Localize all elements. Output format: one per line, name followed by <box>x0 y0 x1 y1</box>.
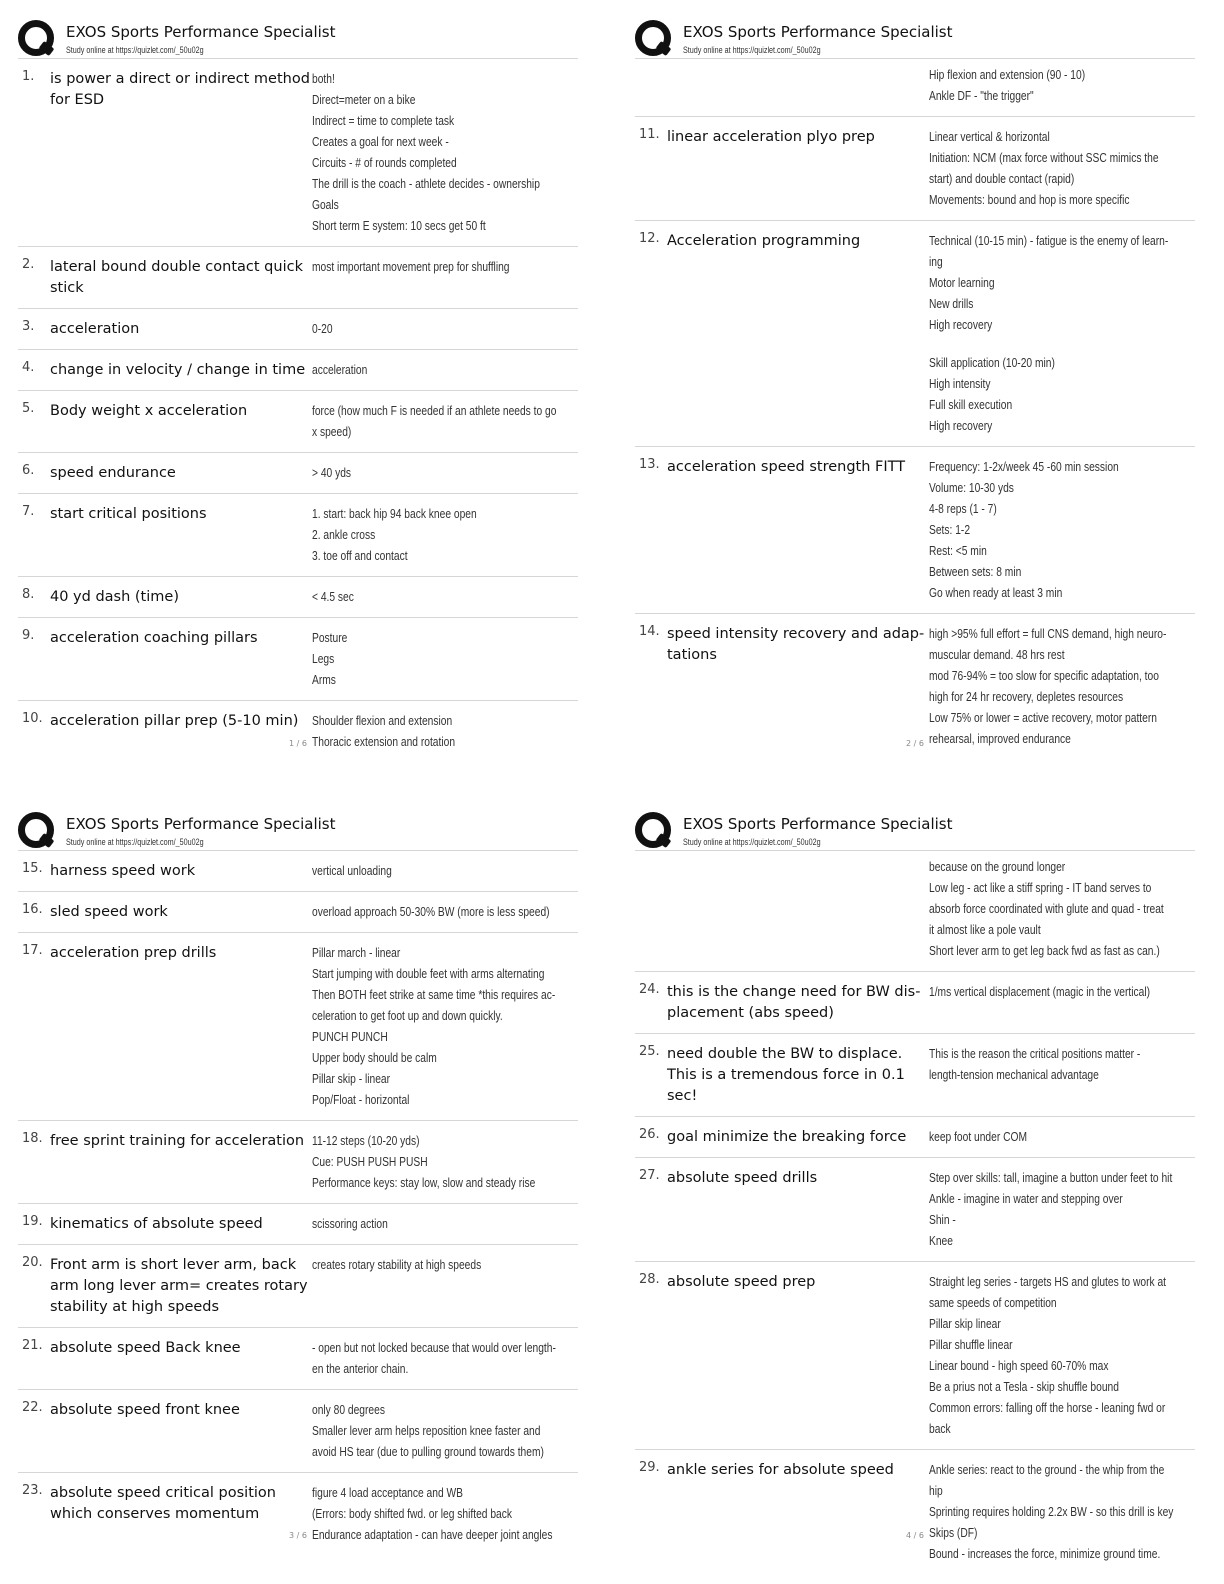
term-line: absolute speed Back knee <box>50 1340 241 1356</box>
definition-line: Linear bound - high speed 60-70% max <box>929 1359 1109 1373</box>
definition-line: > 40 yds <box>312 466 352 480</box>
card-number: 26. <box>639 1127 660 1142</box>
card-number: 12. <box>639 231 660 246</box>
term-line: acceleration pillar prep (5-10 min) <box>50 713 299 729</box>
term-line: stability at high speeds <box>50 1299 220 1315</box>
card-number: 3. <box>22 319 35 334</box>
card-number: 1. <box>22 69 35 84</box>
definition-line: Bound - increases the force, minimize ground time. <box>929 1547 1161 1561</box>
card-number: 9. <box>22 628 35 643</box>
term-line: placement (abs speed) <box>667 1005 834 1021</box>
flashcard-row <box>18 577 578 618</box>
definition <box>929 982 1194 1003</box>
definition-line: hip <box>929 1484 943 1498</box>
definition-line: High intensity <box>929 377 991 391</box>
definition-line: ing <box>929 255 943 269</box>
term-line: absolute speed drills <box>667 1170 818 1186</box>
flashcard-row <box>18 247 578 309</box>
definition-line: rehearsal, improved endurance <box>929 732 1071 746</box>
definition-line: Volume: 10-30 yds <box>929 481 1014 495</box>
card-number: 4. <box>22 360 35 375</box>
term-line: acceleration prep drills <box>50 945 217 961</box>
definition <box>312 1214 577 1235</box>
definition-line: Endurance adaptation - can have deeper joint angles <box>312 1528 553 1542</box>
definition <box>929 1272 1194 1440</box>
definition-line: Cue: PUSH PUSH PUSH <box>312 1155 428 1169</box>
definition-line: Skill application (10-20 min) <box>929 356 1055 370</box>
definition-line: Pillar march - linear <box>312 946 401 960</box>
term-line: acceleration <box>50 321 140 337</box>
term-line: harness speed work <box>50 863 196 879</box>
flashcard-row <box>18 1328 578 1390</box>
definition-line: keep foot under COM <box>929 1130 1028 1144</box>
page-number: 2 / 6 <box>906 739 924 748</box>
term-line: arm long lever arm= creates rotary <box>50 1278 308 1294</box>
term <box>667 231 929 252</box>
set-url[interactable]: Study online at https://quizlet.com/_50u02g <box>66 837 204 847</box>
flashcard-row <box>18 59 578 247</box>
term <box>667 1460 929 1481</box>
term-line: for ESD <box>50 92 105 108</box>
definition-line: Straight leg series - targets HS and glutes to work at <box>929 1275 1167 1289</box>
definition-line: (Errors: body shifted fwd. or leg shifted back <box>312 1507 512 1521</box>
definition-line: Circuits - # of rounds completed <box>312 156 457 170</box>
set-title: EXOS Sports Performance Specialist <box>66 23 336 41</box>
definition-line: force (how much F is needed if an athlete needs to go <box>312 404 557 418</box>
definition-line: high for 24 hr recovery, depletes resources <box>929 690 1124 704</box>
set-url[interactable]: Study online at https://quizlet.com/_50u02g <box>683 45 821 55</box>
definition <box>929 1460 1194 1565</box>
page-number: 1 / 6 <box>289 739 307 748</box>
term-line: absolute speed critical position <box>50 1485 276 1501</box>
card-number: 6. <box>22 463 35 478</box>
term <box>50 1338 312 1359</box>
definition-line: figure 4 load acceptance and WB <box>312 1486 464 1500</box>
definition-line: celeration to get foot up and down quickly. <box>312 1009 503 1023</box>
set-url[interactable]: Study online at https://quizlet.com/_50u02g <box>683 837 821 847</box>
term-line: free sprint training for acceleration <box>50 1133 305 1149</box>
definition-line: Frequency: 1-2x/week 45 -60 min session <box>929 460 1119 474</box>
definition-line: overload approach 50-30% BW (more is less speed) <box>312 905 550 919</box>
page-header <box>18 806 580 850</box>
term <box>50 902 312 923</box>
flashcard-row <box>18 391 578 453</box>
card-number: 14. <box>639 624 660 639</box>
definition-line: Ankle - imagine in water and stepping over <box>929 1192 1123 1206</box>
card-number: 11. <box>639 127 660 142</box>
flashcard-row <box>18 1121 578 1204</box>
definition-line: Start jumping with double feet with arms alternating <box>312 967 545 981</box>
flashcard-row <box>635 614 1195 759</box>
flashcard-row <box>18 1204 578 1245</box>
definition-line: Pillar skip - linear <box>312 1072 391 1086</box>
definition-line: x speed) <box>312 425 352 439</box>
flashcard-row <box>18 701 578 762</box>
flashcard-row <box>18 1473 578 1555</box>
definition-line: 1/ms vertical displacement (magic in the vertical) <box>929 985 1151 999</box>
definition <box>929 857 1194 962</box>
definition-line: muscular demand. 48 hrs rest <box>929 648 1065 662</box>
term-line: tations <box>667 647 717 663</box>
definition-line: Sets: 1-2 <box>929 523 971 537</box>
definition-line: Pillar skip linear <box>929 1317 1001 1331</box>
definition-line: scissoring action <box>312 1217 388 1231</box>
term <box>50 360 312 381</box>
definition-line <box>929 336 1146 353</box>
continued-definition <box>635 59 1195 117</box>
term-line: acceleration coaching pillars <box>50 630 258 646</box>
card-number: 23. <box>22 1483 43 1498</box>
definition-line: Posture <box>312 631 348 645</box>
term-line: lateral bound double contact quick <box>50 259 303 275</box>
definition-line: start) and double contact (rapid) <box>929 172 1075 186</box>
term-line: acceleration speed strength FITT <box>667 459 906 475</box>
flashcard-row <box>635 1158 1195 1262</box>
definition <box>312 504 577 567</box>
page-number: 3 / 6 <box>289 1531 307 1540</box>
flashcard-row <box>635 1117 1195 1158</box>
definition-line: Goals <box>312 198 339 212</box>
definition <box>312 463 577 484</box>
definition-line: Performance keys: stay low, slow and steady rise <box>312 1176 536 1190</box>
term-line: speed intensity recovery and adap- <box>667 626 925 642</box>
term <box>667 1168 929 1189</box>
definition-line: Low 75% or lower = active recovery, motor pattern <box>929 711 1157 725</box>
definition-line: Step over skills: tall, imagine a button under feet to hit <box>929 1171 1173 1185</box>
definition-line: Low leg - act like a stiff spring - IT band serves to <box>929 881 1152 895</box>
definition-line: Upper body should be calm <box>312 1051 437 1065</box>
page-1 <box>18 14 580 789</box>
definition <box>312 319 577 340</box>
definition <box>929 1127 1194 1148</box>
definition-line: only 80 degrees <box>312 1403 385 1417</box>
quizlet-logo-icon <box>635 812 671 848</box>
definition-line: both! <box>312 72 335 86</box>
definition <box>312 861 577 882</box>
term-line: absolute speed front knee <box>50 1402 240 1418</box>
card-number: 13. <box>639 457 660 472</box>
term-line: this is the change need for BW dis- <box>667 984 921 1000</box>
card-number: 21. <box>22 1338 43 1353</box>
definition-line: Technical (10-15 min) - fatigue is the enemy of learn- <box>929 234 1169 248</box>
definition <box>312 401 577 443</box>
definition-line: Then BOTH feet strike at same time *this requires ac- <box>312 988 556 1002</box>
term <box>50 69 312 111</box>
term-line: Acceleration programming <box>667 233 861 249</box>
definition-line: 4-8 reps (1 - 7) <box>929 502 997 516</box>
definition <box>929 1044 1194 1086</box>
definition <box>312 943 577 1111</box>
card-number: 8. <box>22 587 35 602</box>
term <box>50 861 312 882</box>
definition <box>312 69 577 237</box>
definition <box>312 360 577 381</box>
flashcard-row <box>635 117 1195 221</box>
definition-line: it almost like a pole vault <box>929 923 1041 937</box>
page-header <box>18 14 580 58</box>
term <box>50 1214 312 1235</box>
set-title: EXOS Sports Performance Specialist <box>683 815 953 833</box>
definition <box>312 1338 577 1380</box>
card-number: 25. <box>639 1044 660 1059</box>
flashcard-row <box>635 447 1195 614</box>
definition <box>929 457 1194 604</box>
flashcard-row <box>18 933 578 1121</box>
definition-line: Arms <box>312 673 336 687</box>
definition <box>929 127 1194 211</box>
definition <box>312 902 577 923</box>
definition-line: en the anterior chain. <box>312 1362 409 1376</box>
card-number: 19. <box>22 1214 43 1229</box>
definition <box>929 624 1194 750</box>
card-number: 29. <box>639 1460 660 1475</box>
flashcard-row <box>18 618 578 701</box>
term <box>667 1272 929 1293</box>
term-line: start critical positions <box>50 506 207 522</box>
definition-line: high >95% full effort = full CNS demand, high neuro- <box>929 627 1167 641</box>
definition-line: The drill is the coach - athlete decides - ownership <box>312 177 540 191</box>
card-number: 10. <box>22 711 43 726</box>
card-number: 24. <box>639 982 660 997</box>
card-number: 18. <box>22 1131 43 1146</box>
definition-line: absorb force coordinated with glute and quad - treat <box>929 902 1164 916</box>
definition-line: most important movement prep for shuffling <box>312 260 510 274</box>
definition <box>312 1400 577 1463</box>
term <box>667 1044 929 1107</box>
definition-line: Between sets: 8 min <box>929 565 1022 579</box>
definition-line: High recovery <box>929 318 993 332</box>
term-line: stick <box>50 280 84 296</box>
term-line: 40 yd dash (time) <box>50 589 179 605</box>
definition-line: Motor learning <box>929 276 995 290</box>
definition <box>312 1131 577 1194</box>
term <box>50 628 312 649</box>
definition-line: Indirect = time to complete task <box>312 114 455 128</box>
card-number: 15. <box>22 861 43 876</box>
card-number: 27. <box>639 1168 660 1183</box>
definition-line: 2. ankle cross <box>312 528 376 542</box>
definition-line: < 4.5 sec <box>312 590 354 604</box>
definition-line: creates rotary stability at high speeds <box>312 1258 482 1272</box>
term <box>50 943 312 964</box>
flashcard-row <box>18 892 578 933</box>
definition-line: vertical unloading <box>312 864 392 878</box>
term-line: sled speed work <box>50 904 168 920</box>
definition-line: Movements: bound and hop is more specific <box>929 193 1130 207</box>
card-number: 5. <box>22 401 35 416</box>
flashcard-row <box>635 1450 1195 1574</box>
flashcard-row <box>18 350 578 391</box>
quizlet-logo-icon <box>18 812 54 848</box>
definition-line: length-tension mechanical advantage <box>929 1068 1099 1082</box>
flashcard-row <box>635 972 1195 1034</box>
flashcard-row <box>18 494 578 577</box>
term <box>50 1255 312 1318</box>
term-line: change in velocity / change in time <box>50 362 306 378</box>
definition-line: avoid HS tear (due to pulling ground towards them) <box>312 1445 544 1459</box>
flashcard-row <box>18 1245 578 1328</box>
term-line: linear acceleration plyo prep <box>667 129 875 145</box>
term-line: ankle series for absolute speed <box>667 1462 894 1478</box>
definition-line: Thoracic extension and rotation <box>312 735 456 749</box>
definition <box>929 231 1194 437</box>
card-number: 22. <box>22 1400 43 1415</box>
definition-line: Sprinting requires holding 2.2x BW - so this drill is key <box>929 1505 1174 1519</box>
term <box>50 319 312 340</box>
page-3 <box>18 806 580 1581</box>
flashcard-row <box>18 453 578 494</box>
flashcard-row <box>635 221 1195 447</box>
definition-line: back <box>929 1422 951 1436</box>
definition-line: Legs <box>312 652 335 666</box>
term-line: speed endurance <box>50 465 176 481</box>
card-number: 16. <box>22 902 43 917</box>
flashcard-row <box>18 851 578 892</box>
definition-line: 3. toe off and contact <box>312 549 408 563</box>
definition-line: because on the ground longer <box>929 860 1066 874</box>
definition-line: Go when ready at least 3 min <box>929 586 1063 600</box>
definition-line: Pillar shuffle linear <box>929 1338 1013 1352</box>
term-line: absolute speed prep <box>667 1274 816 1290</box>
page-number: 4 / 6 <box>906 1531 924 1540</box>
definition-line: Shin - <box>929 1213 956 1227</box>
definition-line: Shoulder flexion and extension <box>312 714 453 728</box>
card-number: 2. <box>22 257 35 272</box>
page-header <box>635 14 1197 58</box>
flashcard-row <box>635 1034 1195 1117</box>
set-title: EXOS Sports Performance Specialist <box>66 815 336 833</box>
card-number: 28. <box>639 1272 660 1287</box>
flashcard-row <box>18 309 578 350</box>
definition-line: 1. start: back hip 94 back knee open <box>312 507 477 521</box>
term <box>50 257 312 299</box>
definition-line: PUNCH PUNCH <box>312 1030 388 1044</box>
definition-line: 11-12 steps (10-20 yds) <box>312 1134 420 1148</box>
definition-line: Common errors: falling off the horse - leaning fwd or <box>929 1401 1166 1415</box>
card-number: 17. <box>22 943 43 958</box>
definition-line: High recovery <box>929 419 993 433</box>
term-line: goal minimize the breaking force <box>667 1129 907 1145</box>
set-title: EXOS Sports Performance Specialist <box>683 23 953 41</box>
term <box>50 1400 312 1421</box>
definition-line: mod 76-94% = too slow for specific adaptation, too <box>929 669 1159 683</box>
definition-line: Creates a goal for next week - <box>312 135 449 149</box>
quizlet-logo-icon <box>635 20 671 56</box>
term-line: which conserves momentum <box>50 1506 260 1522</box>
definition-line: Skips (DF) <box>929 1526 978 1540</box>
term <box>50 1131 312 1152</box>
definition-line: Short lever arm to get leg back fwd as fast as can.) <box>929 944 1160 958</box>
definition-line: Rest: <5 min <box>929 544 987 558</box>
definition-line: Knee <box>929 1234 953 1248</box>
flashcard-row <box>635 1262 1195 1450</box>
term <box>667 1127 929 1148</box>
definition <box>312 257 577 278</box>
definition-line: Linear vertical & horizontal <box>929 130 1050 144</box>
flashcard-row <box>18 1390 578 1473</box>
card-number: 20. <box>22 1255 43 1270</box>
term <box>667 457 929 478</box>
term <box>667 624 929 666</box>
definition <box>312 1255 577 1276</box>
term <box>50 711 312 732</box>
term-line: Front arm is short lever arm, back <box>50 1257 297 1273</box>
term-line: kinematics of absolute speed <box>50 1216 263 1232</box>
page-header <box>635 806 1197 850</box>
definition-line: Ankle series: react to the ground - the whip from the <box>929 1463 1165 1477</box>
definition-line: Pop/Float - horizontal <box>312 1093 410 1107</box>
definition-line: Full skill execution <box>929 398 1013 412</box>
definition <box>929 1168 1194 1252</box>
definition-line: Ankle DF - "the trigger" <box>929 89 1034 103</box>
definition-line: New drills <box>929 297 974 311</box>
definition-line: Hip flexion and extension (90 - 10) <box>929 68 1086 82</box>
definition-line: Initiation: NCM (max force without SSC mimics the <box>929 151 1159 165</box>
definition-line: - open but not locked because that would over length- <box>312 1341 556 1355</box>
definition <box>312 587 577 608</box>
page-4 <box>635 806 1197 1581</box>
term <box>50 463 312 484</box>
definition <box>929 65 1194 107</box>
definition-line: same speeds of competition <box>929 1296 1057 1310</box>
definition-line: This is the reason the critical positions matter - <box>929 1047 1141 1061</box>
quizlet-logo-icon <box>18 20 54 56</box>
definition-line: Be a prius not a Tesla - skip shuffle bound <box>929 1380 1119 1394</box>
term <box>50 1483 312 1525</box>
term-line: This is a tremendous force in 0.1 sec! <box>667 1067 905 1104</box>
term-line: Body weight x acceleration <box>50 403 248 419</box>
term <box>667 127 929 148</box>
definition-line: Short term E system: 10 secs get 50 ft <box>312 219 486 233</box>
set-url[interactable]: Study online at https://quizlet.com/_50u02g <box>66 45 204 55</box>
definition-line: Direct=meter on a bike <box>312 93 416 107</box>
term <box>667 982 929 1024</box>
term <box>50 587 312 608</box>
term-line: is power a direct or indirect method <box>50 71 310 87</box>
term <box>50 401 312 422</box>
definition-line: 0-20 <box>312 322 333 336</box>
term-line: need double the BW to displace. <box>667 1046 903 1062</box>
definition-line: Smaller lever arm helps reposition knee faster and <box>312 1424 541 1438</box>
definition-line: acceleration <box>312 363 368 377</box>
card-number: 7. <box>22 504 35 519</box>
definition <box>312 628 577 691</box>
continued-definition <box>635 851 1195 972</box>
term <box>50 504 312 525</box>
page-2 <box>635 14 1197 789</box>
